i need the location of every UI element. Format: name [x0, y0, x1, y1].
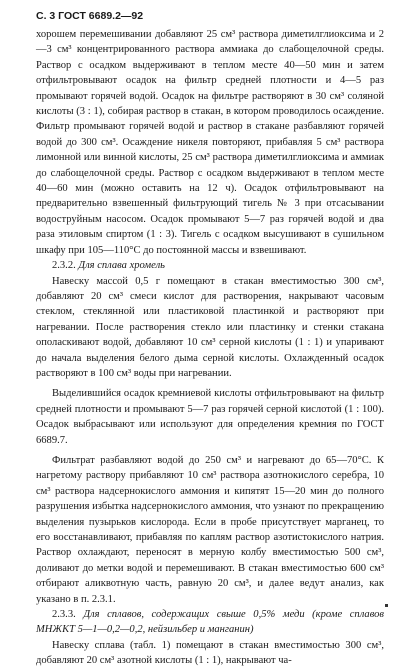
paragraph-silicic-acid: Выделившийся осадок кремниевой кислоты отфильтровывают на фильтр средней плотности и промывают 5—7 раз горячей серной кислотой (1 : 100). Осадок выбрасывают или используют для определения кремния по ГОСТ 6689.7. [36, 388, 384, 446]
page-header: С. 3 ГОСТ 6689.2—92 [36, 10, 144, 22]
section-number: 2.3.3. [52, 609, 76, 621]
section-number: 2.3.2. [52, 260, 76, 272]
page-mark [385, 604, 388, 607]
section-heading-2-3-2 [36, 258, 384, 273]
section-title: Для сплавов, содержащих свыше 0,5% меди (кроме сплавов МНЖКТ 5—1—0,2—0,2, нейзильбер и манганин) [36, 609, 384, 636]
paragraph-sample-dissolution: Навеску массой 0,5 г помещают в стакан вместимостью 300 см³, добавляют 20 см³ смеси кислот для растворения, накрывают часовым стеклом, стеклянной или пластиковой пластинкой и растворяют при нагревании. После растворения стекло или пластинку и стенки стакана ополаскивают водой, добавляют 10 см³ серной кислоты (1 : 1) и упаривают до начала выделения белого дыма серной кислоты. Охлажденный осадок растворяют в 100 см³ воды при нагревании. [36, 275, 384, 379]
paragraph-copper-alloys: Навеску сплава (табл. 1) помещают в стакан вместимостью 300 см³, добавляют 20 см³ азотной кислоты (1 : 1), накрывают ча- [36, 639, 384, 667]
section-heading-2-3-3 [36, 607, 384, 638]
paragraph-continuation: хорошем перемешивании добавляют 25 см³ раствора диметилглиоксима и 2—3 см³ концентрированного раствора аммиака до слабощелочной среды. Раствор с осадком выдерживают в теплом месте 40—50 мин и затем отфильтровывают осадок на фильтр средней плотности и 4—5 раз промывают горячей водой. Осадок на фильтре растворяют в 30 см³ соляной кислоты (3 : 1), собирая раствор в стакан, в котором проводилось осаждение. Фильтр промывают горячей водой и раствор в стакане разбавляют горячей водой до 300 см³. Осаждение никеля повторяют, прибавляя 5 см³ раствора лимонной или винной кислоты, 25 см³ раствора диметилглиоксима и аммиак до слабощелочной среды. Раствор с осадком выдерживают в теплом месте 40—60 мин (можно оставить на 12 ч). Осадок отфильтровывают на предварительно взвешенный фильтрующий тигель № 3 при отсасывании водоструйным насосом. Осадок промывают 5—7 раз горячей водой и два раза этиловым спиртом (1 : 3). Тигель с осадком высушивают в сушильном шкафу при 105—110°С до постоянной массы и взвешивают. [36, 29, 384, 256]
paragraph-filtrate: Фильтрат разбавляют водой до 250 см³ и нагревают до 65—70°С. К нагретому раствору прибавляют 10 см³ раствора азотнокислого серебра, 10 см³ раствора надсернокислого аммония и кипятят 15—20 мин до полного разрушения избытка надсернокислого аммония, что узнают по прекращению выделения пузырьков кислорода. Если в пробе присутствует марганец, то его восстанавливают, прибавляя по каплям раствор азотистокислого натрия. Раствор охлаждают, переносят в мерную колбу вместимостью 500 см³, доливают до метки водой и перемешивают. В стакан вместимостью 600 см³ отбирают аликвотную часть, равную 20 см³, и далее ведут анализ, как указано в п. 2.3.1. [36, 454, 384, 605]
section-title: Для сплава хромель [78, 260, 165, 272]
